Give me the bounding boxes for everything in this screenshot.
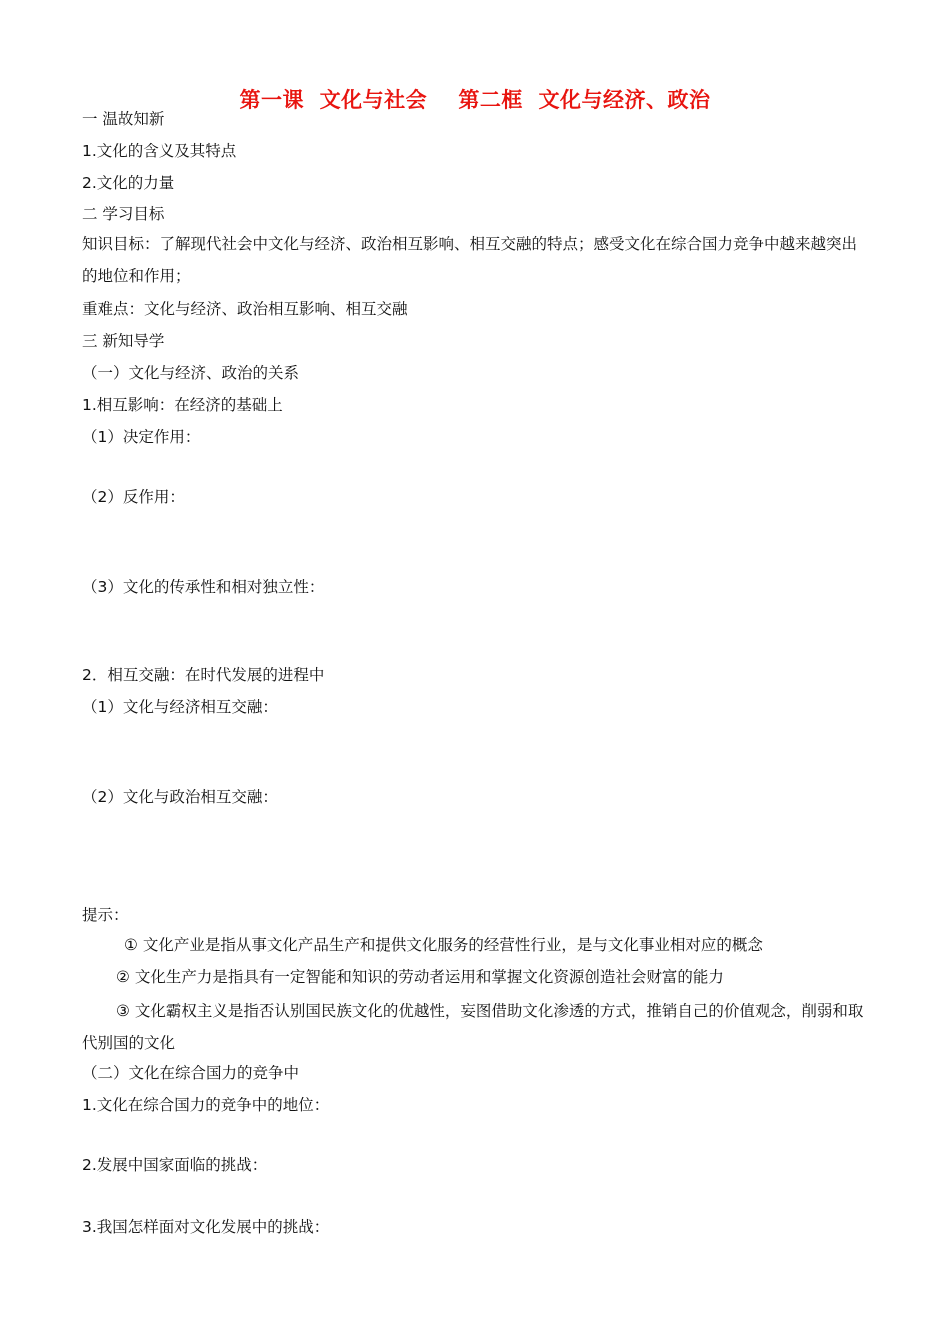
hint-item-1: ① 文化产业是指从事文化产品生产和提供文化服务的经营性行业，是与文化事业相对应的概念 — [124, 936, 763, 954]
review-item-2: 2.文化的力量 — [82, 174, 175, 192]
section-heading-new-knowledge: 三 新知导学 — [82, 332, 165, 350]
key-difficult-points: 重难点：文化与经济、政治相互影响、相互交融 — [82, 300, 408, 318]
page-title: 第一课 文化与社会 第二框 文化与经济、政治 — [239, 88, 711, 112]
section-heading-review: 一 温故知新 — [82, 110, 165, 128]
subitem-culture-economy: （1）文化与经济相互交融： — [82, 698, 278, 716]
subitem-reaction: （2）反作用： — [82, 488, 185, 506]
section-heading-objectives: 二 学习目标 — [82, 205, 165, 223]
competition-item-3: 3.我国怎样面对文化发展中的挑战： — [82, 1218, 330, 1236]
subitem-inheritance-independence: （3）文化的传承性和相对独立性： — [82, 578, 325, 596]
hint-label: 提示： — [82, 906, 129, 924]
subitem-decisive-role: （1）决定作用： — [82, 428, 201, 446]
competition-item-2: 2.发展中国家面临的挑战： — [82, 1156, 268, 1174]
item-mutual-influence: 1.相互影响：在经济的基础上 — [82, 396, 283, 414]
part-heading-competition: （二）文化在综合国力的竞争中 — [82, 1064, 300, 1082]
hint-item-3: ③ 文化霸权主义是指否认别国民族文化的优越性，妄图借助文化渗透的方式，推销自己的价值观念，削弱和取代别国的文化 — [82, 1002, 864, 1052]
review-item-1: 1.文化的含义及其特点 — [82, 142, 237, 160]
item-mutual-integration: 2．相互交融：在时代发展的进程中 — [82, 666, 325, 684]
part-heading-relationship: （一）文化与经济、政治的关系 — [82, 364, 300, 382]
hint-item-2: ② 文化生产力是指具有一定智能和知识的劳动者运用和掌握文化资源创造社会财富的能力 — [116, 968, 724, 986]
knowledge-objective: 知识目标：了解现代社会中文化与经济、政治相互影响、相互交融的特点；感受文化在综合国力竞争中越来越突出的地位和作用； — [82, 235, 858, 285]
competition-item-1: 1.文化在综合国力的竞争中的地位： — [82, 1096, 330, 1114]
subitem-culture-politics: （2）文化与政治相互交融： — [82, 788, 278, 806]
